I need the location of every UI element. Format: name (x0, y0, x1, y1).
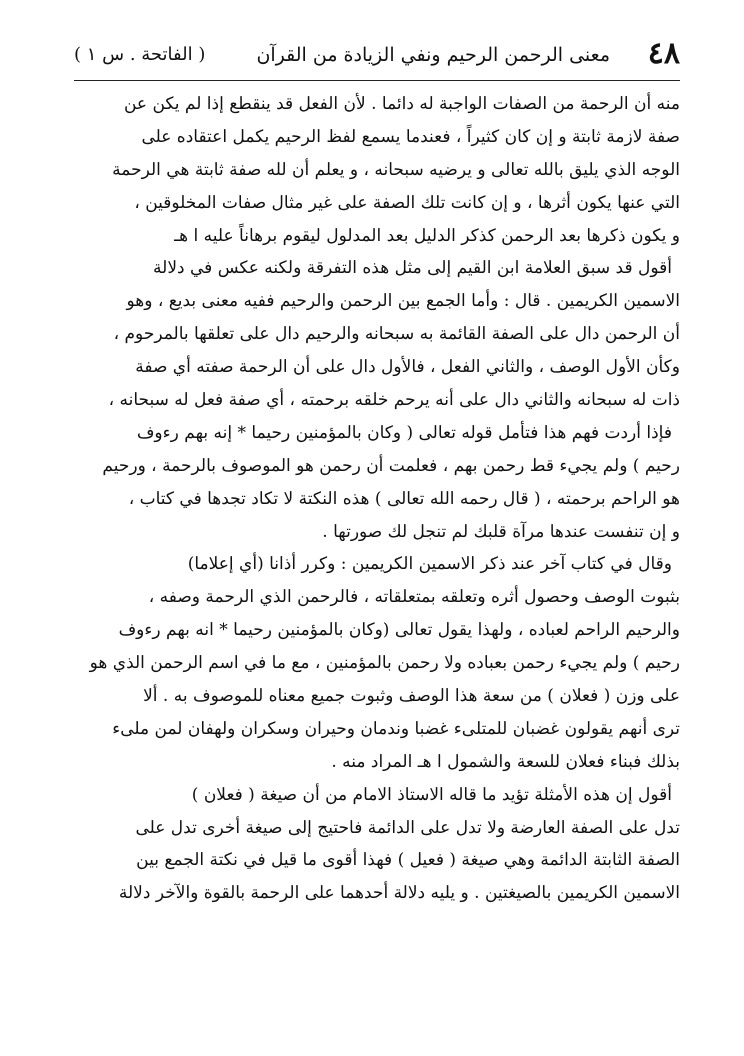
text-line: تدل على الصفة العارضة ولا تدل على الدائمة فاحتيج إلى صيغة أخرى تدل على (135, 817, 680, 838)
text-line: بذلك فبناء فعلان للسعة والشمول ا هـ المراد منه . (331, 751, 680, 772)
text-line: أن الرحمن دال على الصفة القائمة به سبحانه والرحيم دال على تعلقها بالمرحوم ، (113, 324, 680, 345)
text-line: أقول إن هذه الأمثلة تؤيد ما قاله الاستاذ الامام من أن صيغة ( فعلان ) (191, 784, 672, 805)
paragraph (74, 88, 680, 252)
paragraph (74, 417, 680, 549)
text-line: رحيم ) ولم يجيء رحمن بعباده ولا رحمن بالمؤمنين ، مع ما في اسم الرحمن الذي هو (89, 653, 680, 674)
paragraph (74, 779, 680, 911)
page-header (74, 36, 680, 76)
text-line: أقول قد سبق العلامة ابن القيم إلى مثل هذه التفرقة ولكنه عكس في دلالة (153, 258, 672, 279)
text-line: وقال في كتاب آخر عند ذكر الاسمين الكريمين : وكرر أذانا (أي إعلاما) (187, 554, 672, 575)
header-divider (74, 80, 680, 81)
page-number: ٤٨ (647, 36, 680, 71)
paragraph (74, 548, 680, 778)
body-text (74, 88, 680, 910)
text-line: والرحيم الراحم لعباده ، ولهذا يقول تعالى (وكان بالمؤمنين رحيما * انه بهم رءوف (118, 620, 680, 641)
text-line: على وزن ( فعلان ) من سعة هذا الوصف وثبوت جميع معناه للموصوف به . ألا (143, 686, 680, 707)
text-line: فإذا أردت فهم هذا فتأمل قوله تعالى ( وكان بالمؤمنين رحيما * إنه بهم رءوف (136, 422, 672, 443)
running-title: معنى الرحمن الرحيم ونفي الزيادة من القرآن (256, 44, 610, 66)
text-line: الاسمين الكريمين . قال : وأما الجمع بين الرحمن والرحيم ففيه معنى بديع ، وهو (126, 291, 680, 312)
text-line: هو الراحم برحمته ، ( قال رحمه الله تعالى ) هذه النكتة لا تكاد تجدها في كتاب ، (128, 488, 680, 509)
text-line: منه أن الرحمة من الصفات الواجبة له دائما . لأن الفعل قد ينقطع إذا لم يكن عن (123, 94, 680, 114)
text-line: صفة لازمة ثابتة و إن كان كثيراً ، فعندما يسمع لفظ الرحيم يكمل اعتقاده على (141, 126, 680, 147)
paragraph (74, 252, 680, 416)
text-line: الاسمين الكريمين بالصيغتين . و يليه دلالة أحدهما على الرحمة بالقوة والآخر دلالة (118, 883, 680, 904)
text-line: و إن تنفست عندها مرآة قلبك لم تنجل لك صورتها . (322, 521, 680, 542)
text-line: الصفة الثابتة الدائمة وهي صيغة ( فعيل ) فهذا أقوى ما قيل في نكتة الجمع بين (136, 850, 680, 871)
text-line: ترى أنهم يقولون غضبان للمتلىء غضبا وندمان وحيران وسكران ولهفان لمن ملىء (112, 718, 680, 739)
text-line: وكأن الأول الوصف ، والثاني الفعل ، فالأول دال على أن الرحمة صفته أي صفة (135, 357, 680, 378)
text-line: ذات له سبحانه والثاني دال على أنه يرحم خلقه برحمته ، أي صفة فعل له سبحانه ، (108, 390, 680, 411)
text-line: بثبوت الوصف وحصول أثره وتعلقه بمتعلقاته ، فالرحمن الذي الرحمة وصفه ، (148, 587, 680, 608)
text-line: رحيم ) ولم يجيء قط رحمن بهم ، فعلمت أن رحمن هو الموصوف بالرحمة ، ورحيم (102, 455, 680, 476)
text-line: الوجه الذي يليق بالله تعالى و يرضيه سبحانه ، و يعلم أن لله صفة ثابتة هي الرحمة (112, 159, 680, 180)
surah-reference: ( الفاتحة . س ١ ) (74, 44, 206, 65)
text-line: و يكون ذكرها بعد الرحمن كذكر الدليل بعد المدلول ليقوم برهاناً عليه ا هـ (174, 225, 680, 246)
text-line: التي عنها يكون أثرها ، و إن كانت تلك الصفة على غير مثال صفات المخلوقين ، (134, 192, 680, 213)
